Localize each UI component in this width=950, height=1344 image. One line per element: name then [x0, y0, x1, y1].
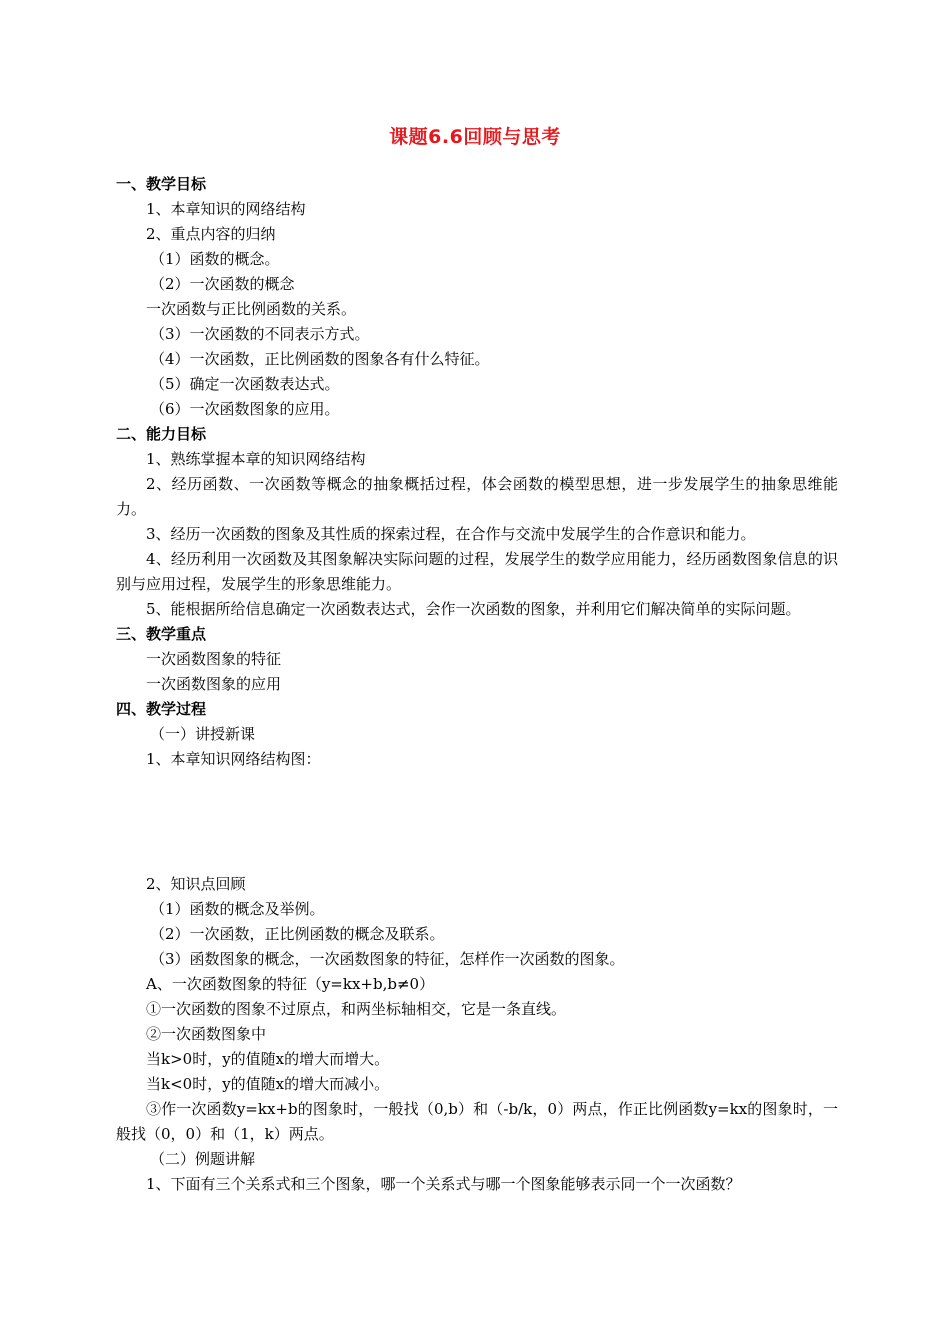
list-item: 2、重点内容的归纳: [146, 225, 276, 243]
section-heading-key-points: 三、教学重点: [116, 625, 207, 643]
list-item: 一次函数与正比例函数的关系。: [146, 300, 357, 318]
document-title: 课题6.6回顾与思考: [389, 126, 561, 148]
list-item: （4）一次函数，正比例函数的图象各有什么特征。: [150, 350, 490, 368]
list-item: （3）函数图象的概念，一次函数图象的特征，怎样作一次函数的图象。: [150, 950, 625, 968]
list-item: 一次函数图象的特征: [146, 650, 282, 668]
list-item: 1、本章知识的网络结构: [146, 200, 306, 218]
paragraph: ③作一次函数y=kx+b的图象时，一般找（0,b）和（-b/k，0）两点，作正比例函数y=kx的图象时，一般找（0，0）和（1，k）两点。: [116, 1100, 838, 1143]
list-item: 1、下面有三个关系式和三个图象，哪一个关系式与哪一个图象能够表示同一个一次函数？: [146, 1175, 741, 1193]
section-heading-teaching-goals: 一、教学目标: [116, 175, 207, 193]
paragraph: 2、经历函数、一次函数等概念的抽象概括过程，体会函数的模型思想，进一步发展学生的抽象思维能力。: [116, 475, 838, 518]
section-heading-ability-goals: 二、能力目标: [116, 425, 207, 443]
list-item: （2）一次函数，正比例函数的概念及联系。: [150, 925, 445, 943]
list-item: （6）一次函数图象的应用。: [150, 400, 340, 418]
paragraph: 5、能根据所给信息确定一次函数表达式，会作一次函数的图象，并利用它们解决简单的实际问题。: [146, 600, 801, 618]
list-item: （2）一次函数的概念: [150, 275, 295, 293]
list-item: 当k>0时，y的值随x的增大而增大。: [146, 1050, 390, 1068]
list-item: （一）讲授新课: [150, 725, 256, 743]
list-item: （3）一次函数的不同表示方式。: [150, 325, 370, 343]
list-item: （5）确定一次函数表达式。: [150, 375, 340, 393]
list-item: A、一次函数图象的特征（y=kx+b,b≠0）: [146, 975, 435, 993]
list-item: （1）函数的概念及举例。: [150, 900, 325, 918]
list-item: ②一次函数图象中: [146, 1025, 267, 1043]
list-item: ①一次函数的图象不过原点，和两坐标轴相交，它是一条直线。: [146, 1000, 567, 1018]
list-item: 1、本章知识网络结构图：: [146, 750, 321, 768]
list-item: （1）函数的概念。: [150, 250, 280, 268]
list-item: 2、知识点回顾: [146, 875, 246, 893]
section-heading-teaching-process: 四、教学过程: [116, 700, 207, 718]
list-item: 一次函数图象的应用: [146, 675, 282, 693]
list-item: 当k<0时，y的值随x的增大而减小。: [146, 1075, 390, 1093]
list-item: 1、熟练掌握本章的知识网络结构: [146, 450, 366, 468]
diagram-placeholder-gap: [116, 772, 838, 872]
paragraph: 3、经历一次函数的图象及其性质的探索过程，在合作与交流中发展学生的合作意识和能力。: [146, 525, 756, 543]
document-body: [116, 172, 838, 1197]
list-item: （二）例题讲解: [150, 1150, 256, 1168]
paragraph: 4、经历利用一次函数及其图象解决实际问题的过程，发展学生的数学应用能力，经历函数图象信息的识别与应用过程，发展学生的形象思维能力。: [116, 550, 838, 593]
